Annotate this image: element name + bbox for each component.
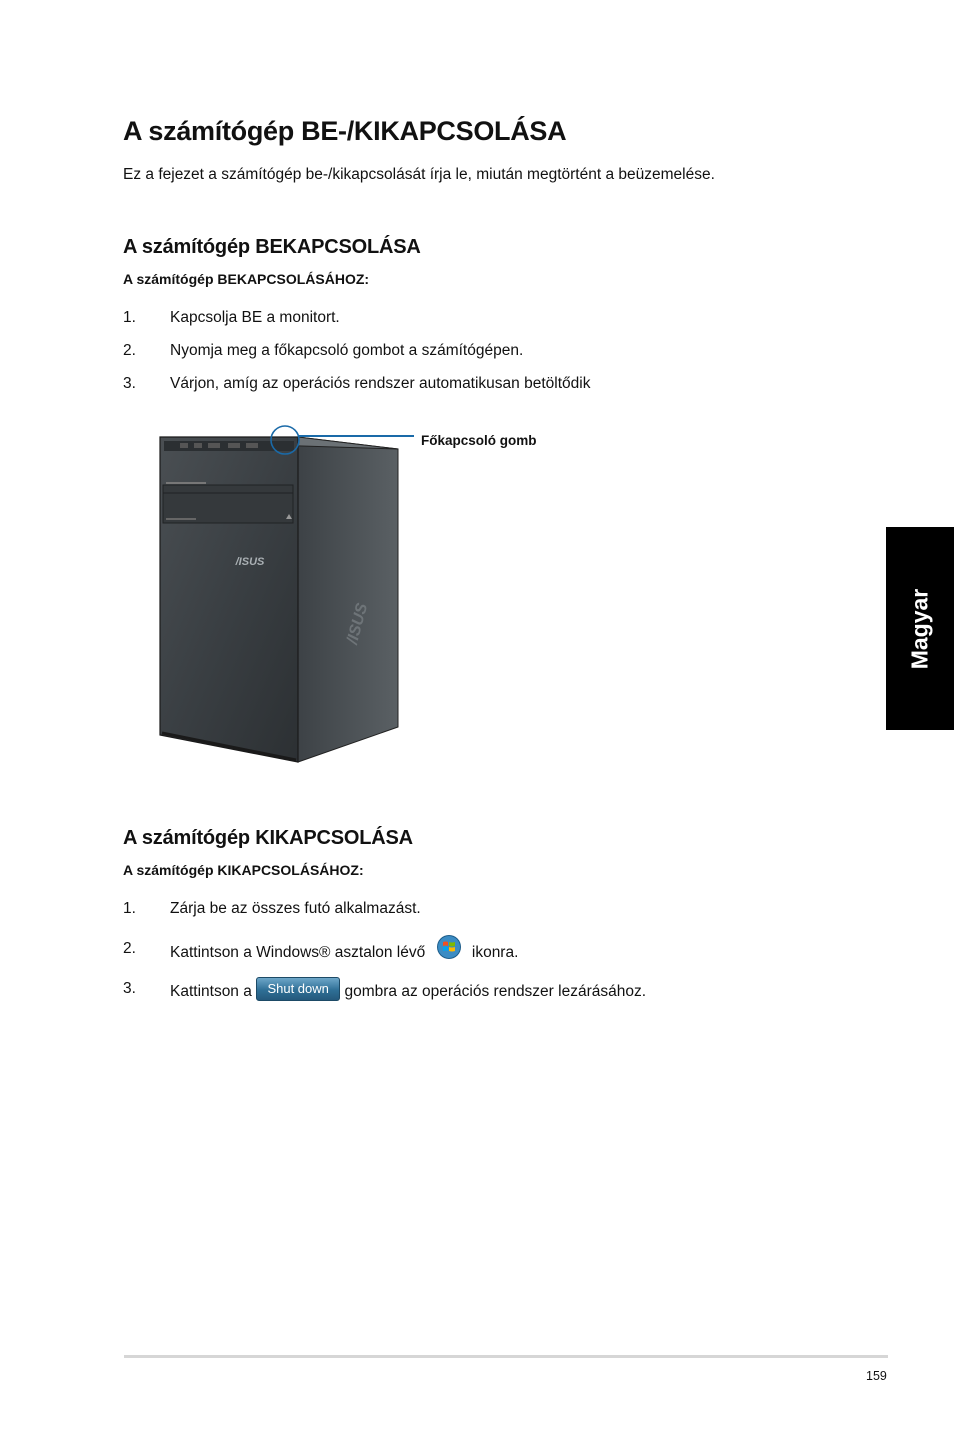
step-text: Várjon, amíg az operációs rendszer automatikusan betöltődik <box>170 375 591 392</box>
power-button-callout: Főkapcsoló gomb <box>421 433 537 448</box>
power-off-step-3 <box>123 980 823 1002</box>
step-number: 2. <box>123 342 136 359</box>
language-tab-label: Magyar <box>906 588 933 669</box>
footer-divider <box>124 1355 888 1358</box>
step-text-before: Kattintson a Windows® asztalon lévő <box>170 944 426 962</box>
asus-side-logo: /ISUS <box>344 601 372 647</box>
step-number: 2. <box>123 940 136 957</box>
step-text-after: ikonra. <box>471 944 519 962</box>
step-number: 1. <box>123 309 136 326</box>
callout-line <box>299 435 414 437</box>
power-off-heading: A számítógép KIKAPCSOLÁSA <box>123 827 413 849</box>
computer-tower-illustration <box>150 415 420 770</box>
step-text: Kapcsolja BE a monitort. <box>170 309 340 326</box>
intro-text: Ez a fejezet a számítógép be-/kikapcsolását írja le, miután megtörtént a beüzemelése. <box>123 166 715 183</box>
step-text: Zárja be az összes futó alkalmazást. <box>170 900 421 917</box>
power-off-subheading: A számítógép KIKAPCSOLÁSÁHOZ: <box>123 862 364 878</box>
step-text <box>170 940 518 966</box>
power-on-step-3 <box>123 375 723 395</box>
power-off-step-1 <box>123 900 823 920</box>
step-text <box>170 980 646 1004</box>
power-on-step-2 <box>123 342 723 362</box>
power-off-step-2 <box>123 940 823 962</box>
language-tab <box>886 527 954 730</box>
power-on-heading: A számítógép BEKAPCSOLÁSA <box>123 236 421 258</box>
shut-down-button: Shut down <box>256 977 340 1001</box>
step-number: 3. <box>123 980 136 997</box>
step-text: Nyomja meg a főkapcsoló gombot a számítógépen. <box>170 342 524 359</box>
step-text-after: gombra az operációs rendszer lezárásához. <box>344 983 647 1001</box>
power-on-subheading: A számítógép BEKAPCSOLÁSÁHOZ: <box>123 271 370 287</box>
step-number: 1. <box>123 900 136 917</box>
page-title: A számítógép BE-/KIKAPCSOLÁSA <box>123 116 567 146</box>
page-number: 159 <box>866 1369 887 1383</box>
power-on-step-1 <box>123 309 723 329</box>
step-text-before: Kattintson a <box>170 983 252 1001</box>
windows-start-icon <box>436 934 462 960</box>
asus-logo: /ISUS <box>235 556 265 568</box>
step-number: 3. <box>123 375 136 392</box>
